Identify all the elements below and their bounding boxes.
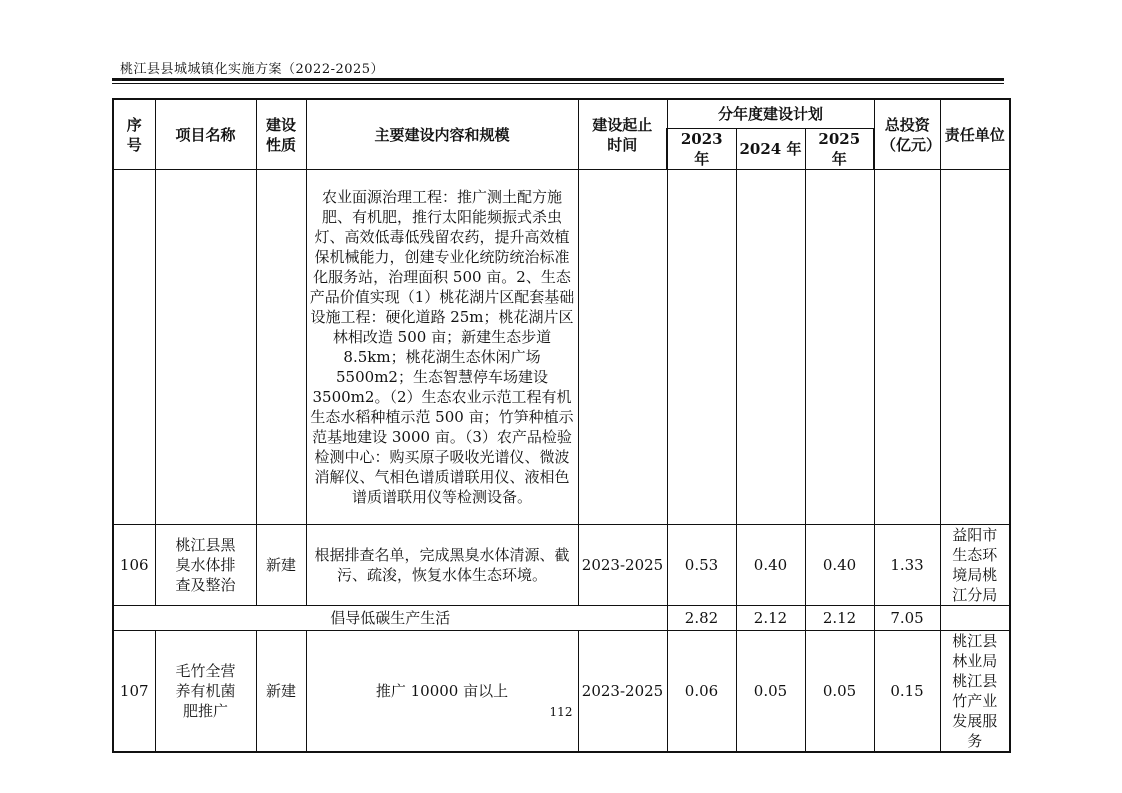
header-year-2025: 2025 年 [805, 129, 874, 170]
cell-unit: 益阳市生态环境局桃江分局 [940, 525, 1010, 606]
cell-total [874, 170, 940, 525]
subtotal-unit [940, 606, 1010, 631]
subtotal-y2025: 2.12 [805, 606, 874, 631]
cell-total: 0.15 [874, 631, 940, 753]
cell-content: 推广 10000 亩以上 [306, 631, 578, 753]
cell-seq: 107 [113, 631, 155, 753]
header-seq: 序号 [113, 99, 155, 170]
cell-y2023: 0.53 [667, 525, 736, 606]
cell-nature [256, 170, 306, 525]
header-period: 建设起止时间 [578, 99, 667, 170]
cell-unit: 桃江县林业局桃江县竹产业发展服务 [940, 631, 1010, 753]
table-row-continuation [113, 170, 1010, 525]
header-annual-plan: 分年度建设计划 [667, 99, 874, 129]
cell-y2023 [667, 170, 736, 525]
subtotal-row [113, 606, 1010, 631]
cell-period: 2023-2025 [578, 525, 667, 606]
header-year-2024: 2024 年 [736, 129, 805, 170]
cell-seq [113, 170, 155, 525]
header-project-name: 项目名称 [155, 99, 256, 170]
cell-name: 桃江县黑臭水体排查及整治 [155, 525, 256, 606]
cell-seq: 106 [113, 525, 155, 606]
cell-y2025: 0.05 [805, 631, 874, 753]
cell-nature: 新建 [256, 631, 306, 753]
project-plan-table [112, 98, 1011, 753]
page-number: 112 [549, 705, 573, 719]
header-rule-thick [112, 78, 1004, 81]
header-content: 主要建设内容和规模 [306, 99, 578, 170]
subtotal-total: 7.05 [874, 606, 940, 631]
cell-y2024 [736, 170, 805, 525]
cell-name: 毛竹全营养有机菌肥推广 [155, 631, 256, 753]
table-row [113, 631, 1010, 753]
header-total: 总投资（亿元） [874, 99, 940, 170]
subtotal-y2024: 2.12 [736, 606, 805, 631]
cell-content: 农业面源治理工程：推广测土配方施肥、有机肥，推行太阳能频振式杀虫灯、高效低毒低残留农药，提升高效植保机械能力，创建专业化统防统治标准化服务站，治理面积 500 亩。2、生态产品价值实现（1）桃花湖片区配套基础设施工程：硬化道路 25m；桃花湖片区林相改造 500 亩；新建生态步道 8.5km；桃花湖生态休闲广场 5500m2；生态智慧停车场建设 3500m2。（2）生态农业示范工程有机生态水稻种植示范 500 亩；竹笋种植示范基地建设 3000 亩。（3）农产品检验检测中心：购买原子吸收光谱仪、微波消解仪、气相色谱质谱联用仪、液相色谱质谱联用仪等检测设备。 [306, 170, 578, 525]
subtotal-y2023: 2.82 [667, 606, 736, 631]
cell-y2025 [805, 170, 874, 525]
subtotal-label: 倡导低碳生产生活 [113, 606, 667, 631]
table-header-row [113, 99, 1010, 129]
cell-name [155, 170, 256, 525]
cell-y2024: 0.05 [736, 631, 805, 753]
cell-y2025: 0.40 [805, 525, 874, 606]
table-row [113, 525, 1010, 606]
cell-y2023: 0.06 [667, 631, 736, 753]
cell-total: 1.33 [874, 525, 940, 606]
cell-period: 2023-2025 [578, 631, 667, 753]
cell-unit [940, 170, 1010, 525]
document-header-title: 桃江县县城城镇化实施方案（2022-2025） [120, 62, 385, 77]
header-rule-thin [112, 83, 1004, 84]
header-year-2023: 2023 年 [667, 129, 736, 170]
cell-content: 根据排查名单，完成黑臭水体清源、截污、疏浚，恢复水体生态环境。 [306, 525, 578, 606]
header-nature: 建设性质 [256, 99, 306, 170]
header-unit: 责任单位 [940, 99, 1010, 170]
cell-period [578, 170, 667, 525]
cell-nature: 新建 [256, 525, 306, 606]
cell-y2024: 0.40 [736, 525, 805, 606]
